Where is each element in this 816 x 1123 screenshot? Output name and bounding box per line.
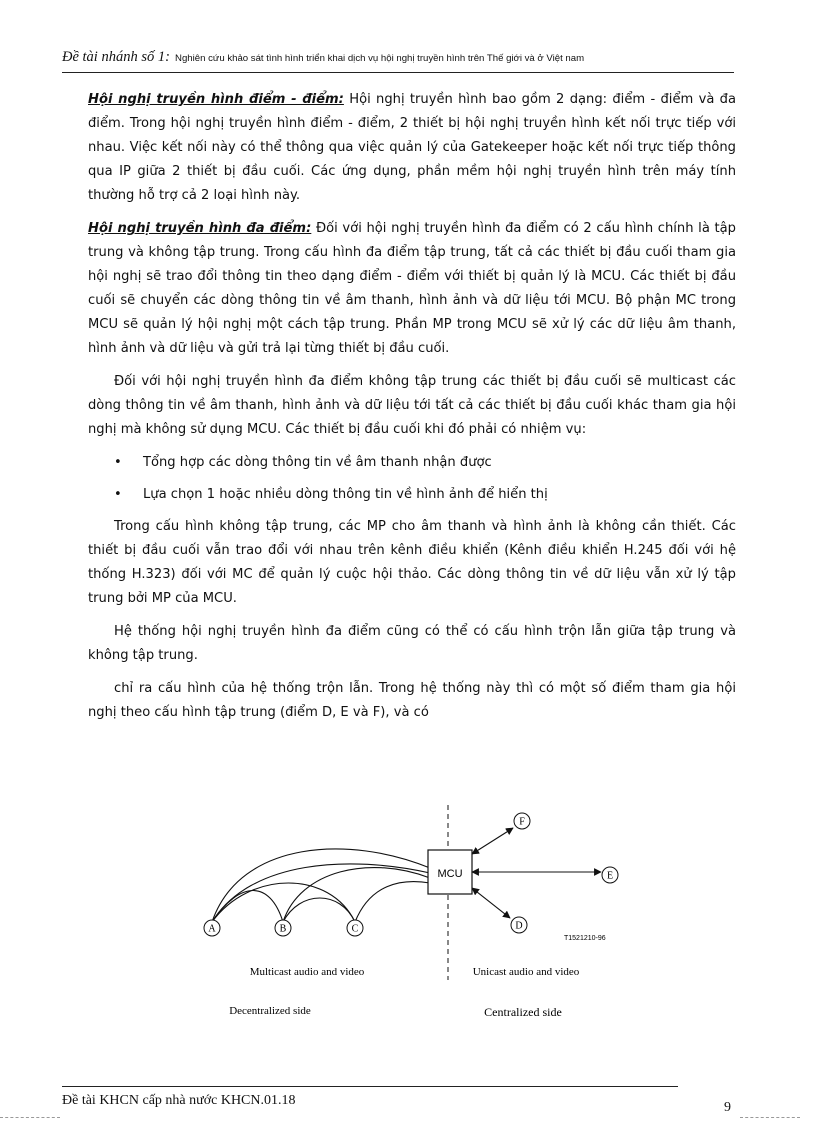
left-side-label: Decentralized side: [229, 1005, 311, 1017]
list-item: • Lựa chọn 1 hoặc nhiều dòng thông tin về hình ảnh để hiển thị: [88, 483, 736, 507]
page-header: [62, 46, 734, 66]
header-project-label: Đề tài nhánh số 1:: [62, 49, 170, 65]
node-a-label: A: [208, 923, 216, 935]
node-b-label: B: [279, 923, 287, 935]
node-d: [511, 917, 527, 933]
header-project-title: Nghiên cứu khảo sát tình hình triển khai dịch vụ hội nghị truyền hình trên Thế giới và ở Việt nam: [175, 53, 585, 64]
paragraph-text: Đối với hội nghị truyền hình đa điểm có 2 cấu hình chính là tập trung và không tập trung. Trong cấu hình đa điểm tập trung, tất cả các thiết bị đầu cuối tham gia hội nghị sẽ trao đổi thông tin theo dạng điểm - điểm với thiết bị quản lý là MCU. Các thiết bị đầu cuối sẽ chuyển các dòng thông tin về âm thanh, hình ảnh và dữ liệu tới MCU. Bộ phận MC trong MCU sẽ quản lý hội nghị một cách tập trung. Phần MP trong MCU sẽ xử lý các dữ liệu âm thanh, hình ảnh và dữ liệu và gửi trả lại từng thiết bị đầu cuối.: [88, 221, 736, 356]
right-side-label: Centralized side: [484, 1005, 562, 1019]
paragraph-lead: Hội nghị truyền hình đa điểm:: [88, 221, 312, 236]
mixed-configuration-diagram: [180, 800, 640, 1030]
link-mcu-f: [472, 828, 513, 854]
page-number: 9: [724, 1100, 731, 1115]
scan-artifact-line: [740, 1117, 800, 1118]
page-body: [88, 88, 736, 734]
paragraph-multipoint: [88, 217, 736, 361]
node-f: [514, 813, 530, 829]
left-caption: Multicast audio and video: [249, 966, 365, 978]
list-item: • Tổng hợp các dòng thông tin về âm thanh nhận được: [88, 451, 736, 475]
node-e-label: E: [606, 870, 614, 882]
link-mcu-d: [472, 888, 510, 918]
header-rule: [62, 72, 734, 73]
node-c: [347, 920, 363, 936]
node-e: [602, 867, 618, 883]
right-caption: Unicast audio and video: [472, 966, 580, 978]
node-f-label: F: [519, 816, 525, 828]
paragraph-figure-intro: chỉ ra cấu hình của hệ thống trộn lẫn. Trong hệ thống này thì có một số điểm tham gia hội nghị theo cấu hình tập trung (điểm D, E và F), và có: [88, 681, 736, 720]
figure-ref-code: T1521210-96: [564, 935, 606, 942]
paragraph-text: Hội nghị truyền hình bao gồm 2 dạng: điểm - điểm và đa điểm. Trong hội nghị truyền hình điểm - điểm, 2 thiết bị hội nghị truyền hình kết nối trực tiếp với nhau. Việc kết nối này có thể thông qua việc quản lý của Gatekeeper hoặc kết nối trực tiếp thông qua IP giữa 2 thiết bị đầu cuối. Các ứng dụng, phần mềm hội nghị truyền hình trên máy tính thường hỗ trợ cả 2 loại hình này.: [88, 92, 736, 203]
multicast-links: [212, 849, 430, 922]
paragraph-mixed: Hệ thống hội nghị truyền hình đa điểm cũng có thể có cấu hình trộn lẫn giữa tập trung và không tập trung.: [88, 624, 736, 663]
paragraph-decentralized: Đối với hội nghị truyền hình đa điểm không tập trung các thiết bị đầu cuối sẽ multicast các dòng thông tin về âm thanh, hình ảnh và dữ liệu tới tất cả các thiết bị đầu cuối khác tham gia hội nghị mà không sử dụng MCU. Các thiết bị đầu cuối khi đó phải có nhiệm vụ:: [88, 374, 736, 437]
bullet-list: [88, 451, 736, 507]
node-b: [275, 920, 291, 936]
mcu-label: MCU: [437, 868, 463, 880]
paragraph-point-to-point: [88, 88, 736, 208]
node-c-label: C: [351, 923, 359, 935]
footer-text: Đề tài KHCN cấp nhà nước KHCN.01.18: [62, 1093, 296, 1108]
paragraph-lead: Hội nghị truyền hình điểm - điểm:: [88, 92, 344, 107]
node-a: [204, 920, 220, 936]
scan-artifact-line: [0, 1117, 60, 1118]
node-d-label: D: [515, 920, 523, 932]
footer-rule: [62, 1086, 678, 1087]
paragraph-no-mp: Trong cấu hình không tập trung, các MP cho âm thanh và hình ảnh là không cần thiết. Các thiết bị đầu cuối vẫn trao đổi với nhau trên kênh điều khiển (Kênh điều khiển H.245 đối với hệ thống H.323) đối với MC để quản lý cuộc hội thảo. Các dòng thông tin về dữ liệu vẫn xử lý tập trung bởi MP của MCU.: [88, 519, 736, 606]
